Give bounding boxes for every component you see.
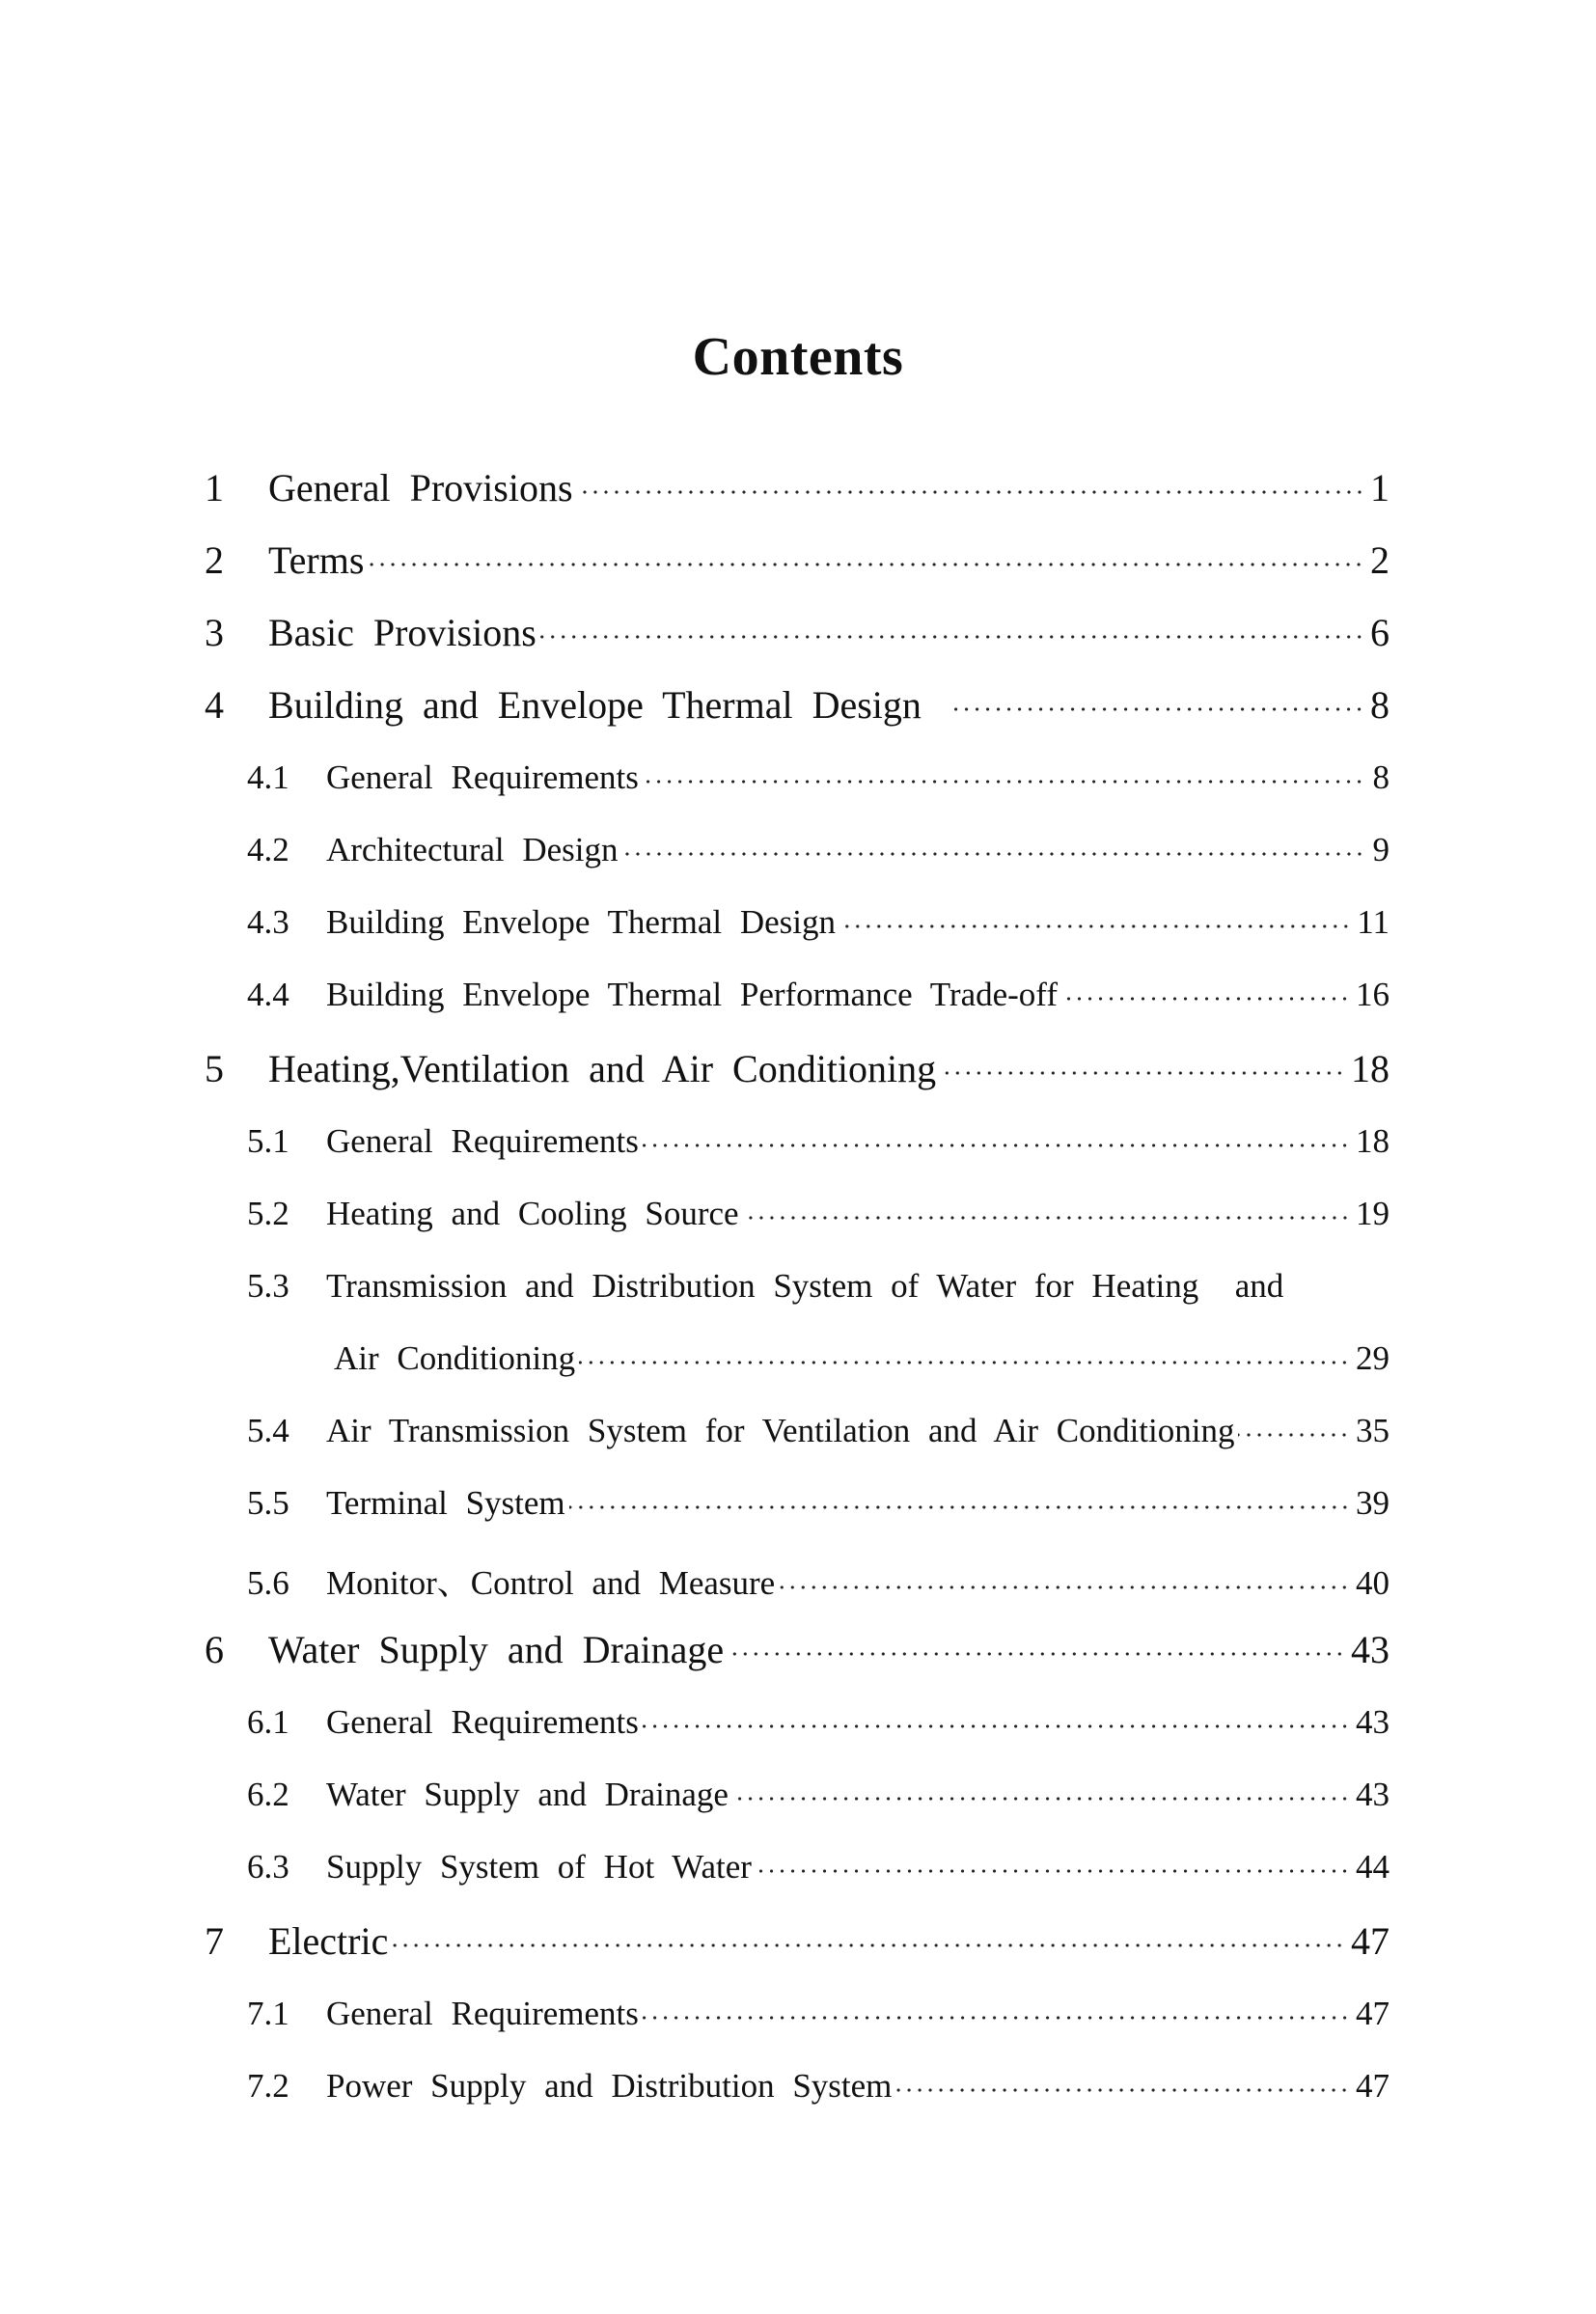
entry-page: 43 bbox=[1356, 1776, 1390, 1813]
entry-page: 11 bbox=[1357, 903, 1390, 941]
dot-leader bbox=[392, 1942, 1345, 1948]
entry-number: 5.1 bbox=[247, 1122, 289, 1160]
entry-label: Water Supply and Drainage bbox=[326, 1776, 729, 1813]
toc-entry[interactable] bbox=[247, 1195, 1390, 1233]
entry-label: Terms bbox=[268, 538, 365, 582]
entry-number: 4.1 bbox=[247, 758, 289, 796]
entry-label: General Requirements bbox=[326, 1703, 639, 1741]
entry-label: Basic Provisions bbox=[268, 611, 537, 654]
dot-leader bbox=[728, 1651, 1345, 1657]
toc-entry[interactable] bbox=[247, 1412, 1390, 1450]
entry-label: General Requirements bbox=[326, 1995, 639, 2032]
toc-entry[interactable] bbox=[247, 976, 1390, 1014]
dot-leader bbox=[643, 2015, 1350, 2021]
dot-leader bbox=[732, 1796, 1350, 1802]
entry-number: 4.3 bbox=[247, 903, 289, 941]
toc-entry[interactable] bbox=[247, 1776, 1390, 1814]
dot-leader bbox=[839, 923, 1351, 929]
entry-label: Water Supply and Drainage bbox=[268, 1628, 725, 1671]
entry-label: Transmission and Distribution System of Water for Heating and bbox=[326, 1267, 1284, 1305]
entry-number: 7 bbox=[205, 1919, 224, 1963]
entry-number: 5.2 bbox=[247, 1195, 289, 1232]
page-title: Contents bbox=[692, 327, 904, 387]
entry-page: 18 bbox=[1351, 1047, 1390, 1090]
dot-leader bbox=[540, 634, 1364, 640]
entry-label: Electric bbox=[268, 1919, 389, 1963]
toc-entry[interactable] bbox=[247, 1122, 1390, 1161]
toc-entry[interactable] bbox=[247, 1848, 1390, 1887]
entry-page: 35 bbox=[1356, 1412, 1390, 1449]
entry-number: 5.4 bbox=[247, 1412, 289, 1449]
entry-number: 4.4 bbox=[247, 976, 289, 1013]
entry-page: 29 bbox=[1356, 1339, 1390, 1377]
entry-label: Building and Envelope Thermal Design bbox=[268, 683, 922, 727]
entry-number: 4.2 bbox=[247, 831, 289, 868]
toc-entry[interactable] bbox=[205, 1918, 1390, 1964]
dot-leader bbox=[577, 489, 1364, 495]
toc-entry[interactable] bbox=[247, 1484, 1390, 1523]
toc-entry[interactable] bbox=[247, 1703, 1390, 1742]
entry-number: 2 bbox=[205, 538, 224, 582]
toc-entry[interactable] bbox=[247, 1995, 1390, 2033]
dot-leader bbox=[895, 2087, 1350, 2093]
dot-leader bbox=[643, 779, 1364, 785]
entry-number: 5.3 bbox=[247, 1267, 289, 1305]
entry-label: Terminal System bbox=[326, 1484, 565, 1522]
entry-number: 5 bbox=[205, 1047, 224, 1090]
entry-label: Power Supply and Distribution System bbox=[326, 2067, 893, 2105]
dot-leader bbox=[950, 706, 1364, 712]
dot-leader bbox=[779, 1584, 1350, 1590]
entry-page: 2 bbox=[1370, 538, 1390, 582]
entry-label: Monitor、Control and Measure bbox=[326, 1564, 776, 1602]
entry-number: 6 bbox=[205, 1628, 224, 1671]
entry-label: Air Transmission System for Ventilation and Air Conditioning bbox=[326, 1412, 1235, 1449]
toc-entry[interactable] bbox=[205, 682, 1390, 728]
entry-label: Building Envelope Thermal Performance Trade-off bbox=[326, 976, 1058, 1013]
entry-number: 6.2 bbox=[247, 1776, 289, 1813]
entry-label-continuation: Air Conditioning bbox=[334, 1339, 576, 1377]
entry-number: 6.1 bbox=[247, 1703, 289, 1741]
dot-leader bbox=[940, 1070, 1345, 1076]
dot-leader bbox=[743, 1215, 1350, 1221]
dot-leader bbox=[368, 562, 1364, 567]
entry-label: Building Envelope Thermal Design bbox=[326, 903, 837, 941]
entry-number: 6.3 bbox=[247, 1848, 289, 1886]
entry-number: 1 bbox=[205, 466, 224, 510]
toc-entry[interactable] bbox=[247, 1556, 1390, 1605]
dot-leader bbox=[569, 1504, 1350, 1510]
dot-leader bbox=[622, 851, 1364, 857]
dot-leader bbox=[756, 1868, 1350, 1874]
toc-entry[interactable] bbox=[247, 903, 1390, 942]
entry-label: Heating and Cooling Source bbox=[326, 1195, 739, 1232]
dot-leader bbox=[1238, 1432, 1350, 1438]
entry-number: 3 bbox=[205, 611, 224, 654]
entry-label: Architectural Design bbox=[326, 831, 619, 868]
entry-label: Heating,Ventilation and Air Conditioning bbox=[268, 1047, 937, 1090]
dot-leader bbox=[1061, 996, 1350, 1002]
dot-leader bbox=[643, 1143, 1350, 1148]
toc-entry[interactable] bbox=[205, 537, 1390, 583]
entry-page: 44 bbox=[1356, 1848, 1390, 1886]
entry-page: 47 bbox=[1351, 1919, 1390, 1963]
entry-label: Supply System of Hot Water bbox=[326, 1848, 752, 1886]
toc-entry[interactable] bbox=[247, 758, 1390, 797]
entry-label: General Provisions bbox=[268, 466, 573, 510]
entry-page: 47 bbox=[1356, 1995, 1390, 2032]
entry-page: 47 bbox=[1356, 2067, 1390, 2105]
toc-entry[interactable] bbox=[205, 1627, 1390, 1672]
toc-entry[interactable] bbox=[247, 2067, 1390, 2106]
entry-page: 8 bbox=[1372, 758, 1390, 796]
entry-label: General Requirements bbox=[326, 758, 639, 796]
entry-page: 19 bbox=[1356, 1195, 1390, 1232]
entry-page: 1 bbox=[1370, 466, 1390, 510]
entry-number: 5.5 bbox=[247, 1484, 289, 1522]
toc-entry[interactable] bbox=[205, 610, 1390, 655]
toc-entry[interactable] bbox=[205, 1046, 1390, 1091]
entry-number: 7.1 bbox=[247, 1995, 289, 2032]
entry-page: 8 bbox=[1370, 683, 1390, 727]
entry-page: 6 bbox=[1370, 611, 1390, 654]
entry-number: 4 bbox=[205, 683, 224, 727]
toc-entry[interactable] bbox=[247, 831, 1390, 869]
dot-leader bbox=[643, 1723, 1350, 1729]
entry-label: General Requirements bbox=[326, 1122, 639, 1160]
entry-page: 43 bbox=[1356, 1703, 1390, 1741]
entry-number: 5.6 bbox=[247, 1564, 289, 1602]
entry-number: 7.2 bbox=[247, 2067, 289, 2105]
entry-page: 40 bbox=[1356, 1564, 1390, 1602]
toc-entry[interactable] bbox=[205, 465, 1390, 510]
toc-entry[interactable] bbox=[247, 1267, 1390, 1306]
entry-page: 18 bbox=[1356, 1122, 1390, 1160]
entry-page: 16 bbox=[1356, 976, 1390, 1013]
dot-leader bbox=[579, 1360, 1350, 1365]
entry-page: 39 bbox=[1356, 1484, 1390, 1522]
entry-page: 9 bbox=[1372, 831, 1390, 868]
toc-entry-continuation[interactable] bbox=[334, 1339, 1390, 1378]
entry-page: 43 bbox=[1351, 1628, 1390, 1671]
